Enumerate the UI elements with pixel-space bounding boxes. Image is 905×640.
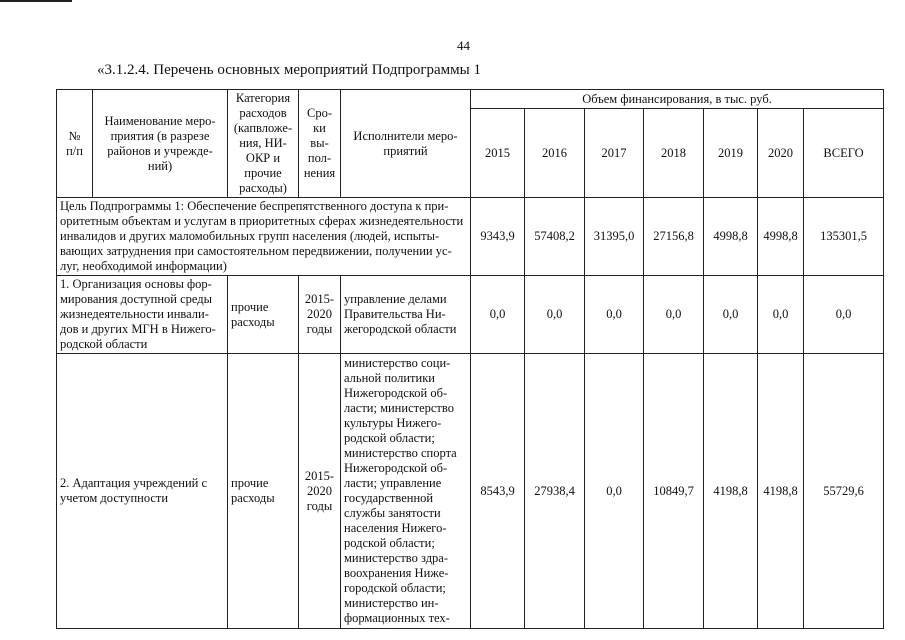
row-terms-line: 2020: [307, 307, 332, 321]
goal-value: 31395,0: [585, 198, 644, 276]
row-executors-line: воохранения Ниже-: [344, 566, 449, 580]
header-year: 2017: [585, 109, 644, 198]
header-category-line: расходы): [239, 181, 287, 195]
row-value: 0,0: [525, 276, 585, 354]
header-terms-line: вы-: [310, 136, 329, 150]
row-terms: [299, 354, 341, 629]
row-executors-line: Нижегородской об-: [344, 461, 448, 475]
header-executors-line: Исполнители меро-: [353, 128, 458, 143]
row-category-line: прочие: [231, 299, 269, 314]
goal-value: 4998,8: [758, 198, 804, 276]
header-year: 2016: [525, 109, 585, 198]
row-value: 4198,8: [758, 354, 804, 629]
goal-line: инвалидов и других маломобильных групп населения (людей, испыты-: [60, 229, 440, 243]
header-category-line: расходов: [239, 106, 287, 120]
row-executors-line: родской области;: [344, 536, 435, 550]
row-name-line: 1. Организация основы фор-: [60, 277, 212, 291]
row-executors-line: министерство спорта: [344, 446, 457, 460]
row-name-line: учетом доступности: [60, 491, 169, 505]
goal-line: Цель Подпрограммы 1: Обеспечение беспрепятственного доступа к при-: [60, 199, 449, 213]
row-executors: [341, 276, 471, 354]
row-value: 0,0: [758, 276, 804, 354]
header-year: 2018: [644, 109, 704, 198]
row-executors-line: службы занятости: [344, 506, 441, 520]
header-funding: Объем финансирования, в тыс. руб.: [471, 90, 884, 109]
header-row-1: [57, 90, 884, 109]
row-executors-line: министерство здра-: [344, 551, 449, 565]
goal-value: 4998,8: [704, 198, 758, 276]
goal-row: [57, 198, 884, 276]
row-executors-line: альной политики: [344, 371, 435, 385]
row-value: 0,0: [804, 276, 884, 354]
row-value: 55729,6: [804, 354, 884, 629]
header-category: [228, 90, 299, 198]
header-terms-line: нения: [303, 166, 336, 180]
row-executors-line: Правительства Ни-: [344, 307, 446, 321]
row-category: [228, 276, 299, 354]
row-terms-line: 2015-: [304, 468, 335, 483]
header-total: ВСЕГО: [804, 109, 884, 198]
header-name-line: районов и учрежде-: [107, 143, 213, 158]
header-category-line: ОКР и: [245, 151, 281, 165]
row-terms-line: 2020: [307, 483, 332, 498]
row-name-line: родской области: [60, 337, 148, 351]
row-name-line: жизнедеятельности инвали-: [60, 307, 209, 321]
header-executors: [341, 90, 471, 198]
row-executors-line: ласти; министерство: [344, 401, 454, 415]
header-name-line: Наименование меро-: [104, 113, 216, 128]
table-row: [57, 276, 884, 354]
row-value: 27938,4: [525, 354, 585, 629]
header-category-line: Категория: [235, 91, 291, 105]
goal-line: луг, необходимой информации): [60, 259, 227, 273]
row-value: 4198,8: [704, 354, 758, 629]
row-category-line: расходы: [231, 491, 275, 505]
row-executors: [341, 354, 471, 629]
header-no-line: п/п: [66, 143, 83, 158]
header-terms-line: пол-: [307, 151, 332, 165]
row-executors-line: жегородской области: [344, 322, 457, 336]
row-executors-line: государственной: [344, 491, 434, 505]
document-heading: «3.1.2.4. Перечень основных мероприятий Подпрограммы 1: [97, 62, 481, 78]
row-executors-line: министерство соци-: [344, 356, 451, 370]
goal-line: вающих затруднения при самостоятельном передвижении, получении ус-: [60, 244, 452, 258]
header-name-line: ний): [147, 158, 173, 173]
header-year: 2020: [758, 109, 804, 198]
header-name-line: приятия (в разрезе: [110, 128, 210, 143]
row-value: 8543,9: [471, 354, 525, 629]
header-name: [93, 90, 228, 198]
row-terms: [299, 276, 341, 354]
row-value: 0,0: [471, 276, 525, 354]
row-value: 10849,7: [644, 354, 704, 629]
header-executors-line: приятий: [383, 143, 428, 158]
header-terms-line: Сро-: [307, 106, 332, 120]
goal-text: [57, 198, 471, 276]
header-year: 2015: [471, 109, 525, 198]
page-number: 44: [457, 38, 470, 53]
row-executors-line: ласти; управление: [344, 476, 442, 490]
row-executors-line: культуры Нижего-: [344, 416, 442, 430]
header-category-line: прочие: [244, 166, 282, 180]
header-terms-line: ки: [313, 121, 326, 135]
row-terms-line: 2015-: [304, 292, 335, 306]
row-executors-line: городской области;: [344, 581, 446, 595]
row-executors-line: министерство ин-: [344, 596, 439, 610]
row-name-line: мирования доступной среды: [60, 292, 213, 306]
row-value: 0,0: [585, 354, 644, 629]
goal-value: 9343,9: [471, 198, 525, 276]
header-terms: [299, 90, 341, 198]
table-row: [57, 354, 884, 629]
header-category-line: (капвложе-: [233, 121, 293, 135]
row-category-line: прочие: [231, 476, 269, 490]
top-rule: [0, 0, 72, 2]
row-name-line: 2. Адаптация учреждений с: [60, 476, 207, 490]
row-executors-line: управление делами: [344, 292, 447, 306]
header-category-line: ния, НИ-: [239, 136, 287, 150]
row-executors-line: формационных тех-: [344, 611, 450, 625]
row-category-line: расходы: [231, 314, 275, 329]
row-executors-line: Нижегородской об-: [344, 386, 448, 400]
goal-value: 135301,5: [804, 198, 884, 276]
goal-line: оритетным объектам и услугам в приоритетных сферах жизнедеятельности: [60, 214, 464, 228]
row-terms-line: годы: [306, 498, 333, 513]
row-value: 0,0: [644, 276, 704, 354]
goal-value: 57408,2: [525, 198, 585, 276]
header-no: [57, 90, 93, 198]
header-no-line: №: [68, 128, 81, 143]
row-executors-line: населения Нижего-: [344, 521, 447, 535]
row-name: [57, 354, 228, 629]
row-category: [228, 354, 299, 629]
row-name: [57, 276, 228, 354]
row-value: 0,0: [585, 276, 644, 354]
row-executors-line: родской области;: [344, 431, 435, 445]
measures-table: [56, 89, 884, 629]
header-year: 2019: [704, 109, 758, 198]
row-terms-line: годы: [306, 322, 333, 336]
row-name-line: дов и других МГН в Нижего-: [60, 322, 216, 336]
row-value: 0,0: [704, 276, 758, 354]
goal-value: 27156,8: [644, 198, 704, 276]
